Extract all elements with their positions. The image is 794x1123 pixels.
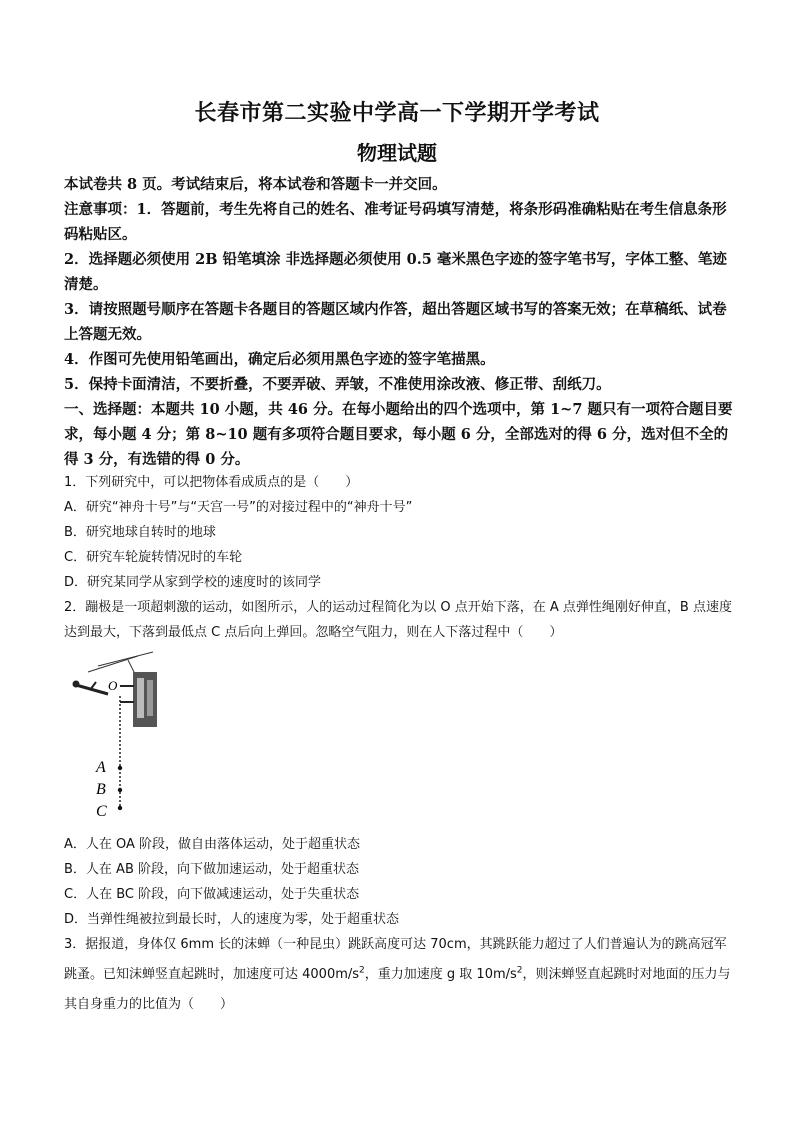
point-b-dot bbox=[118, 788, 122, 792]
question-3 bbox=[64, 930, 734, 1020]
instruction-line: 3．请按照题号顺序在答题卡各题目的答题区域内作答，超出答题区域书写的答案无效；在草稿纸、试卷上答题无效。 bbox=[64, 301, 727, 343]
question-2-options bbox=[64, 832, 734, 932]
point-c-dot bbox=[118, 806, 122, 810]
option-c: C．人在 BC 阶段，向下做减速运动，处于失重状态 bbox=[64, 887, 360, 902]
section-heading: 一、选择题：本题共 10 小题，共 46 分。在每小题给出的四个选项中，第 1~7 题只有一项符合题目要求，每小题 4 分；第 8~10 题有多项符合题目要求，每小题 6 分，全部选对的得 6 分，选对但不全的得 3 分，有选错的得 0 分。 bbox=[64, 401, 733, 468]
option-a: A．人在 OA 阶段，做自由落体运动，处于超重状态 bbox=[64, 837, 361, 852]
option-b: B．人在 AB 阶段，向下做加速运动，处于超重状态 bbox=[64, 862, 359, 877]
option-d: D．当弹性绳被拉到最长时，人的速度为零，处于超重状态 bbox=[64, 912, 400, 927]
instructions-block bbox=[64, 172, 734, 472]
point-label-o: O bbox=[108, 678, 118, 693]
exam-title: 长春市第二实验中学高一下学期开学考试 bbox=[194, 100, 600, 126]
stem-text: 3．据报道，身体仅 6mm 长的沫蝉（一种昆虫）跳跃高度可达 70cm，其跳跃能力超过了人们普遍认为的跳高冠军跳蚤。已知沫蝉竖直起跳时，加速度可达 4000m/s bbox=[64, 937, 727, 982]
stem-text: ，则沫蝉竖直起跳时对地面的压力与其自身重力的比值为（ ） bbox=[64, 967, 731, 1012]
instruction-line: 本试卷共 8 页。考试结束后，将本试卷和答题卡一并交回。 bbox=[64, 176, 447, 193]
instruction-line: 2．选择题必须使用 2B 铅笔填涂 非选择题必须使用 0.5 毫米黑色字迹的签字笔书写，字体工整、笔迹清楚。 bbox=[64, 251, 727, 293]
instruction-line: 5．保持卡面清洁，不要折叠，不要弄破、弄皱，不准使用涂改液、修正带、刮纸刀。 bbox=[64, 376, 611, 393]
option-a: A．研究“神舟十号”与“天宫一号”的对接过程中的“神舟十号” bbox=[64, 500, 413, 515]
question-stem: 1．下列研究中，可以把物体看成质点的是（ ） bbox=[64, 475, 359, 490]
platform-structure bbox=[88, 652, 157, 727]
point-label-c: C bbox=[96, 803, 107, 820]
point-label-b: B bbox=[96, 781, 106, 798]
exponent: 2 bbox=[516, 965, 523, 976]
exponent: 2 bbox=[359, 965, 365, 976]
question-1 bbox=[64, 470, 734, 595]
option-d: D．研究某同学从家到学校的速度时的该同学 bbox=[64, 575, 322, 590]
option-b: B．研究地球自转时的地球 bbox=[64, 525, 216, 540]
point-a-dot bbox=[118, 766, 122, 770]
stem-text: ，重力加速度 g 取 10m/s bbox=[364, 967, 517, 982]
option-c: C．研究车轮旋转情况时的车轮 bbox=[64, 550, 243, 565]
point-label-a: A bbox=[96, 759, 106, 776]
question-stem bbox=[64, 930, 734, 1020]
exam-subtitle: 物理试题 bbox=[357, 141, 437, 165]
instruction-line: 注意事项：1．答题前，考生先将自己的姓名、准考证号码填写清楚，将条形码准确粘贴在考生信息条形码粘贴区。 bbox=[64, 201, 727, 243]
instruction-line: 4．作图可先使用铅笔画出，确定后必须用黑色字迹的签字笔描黑。 bbox=[64, 351, 495, 368]
bungee-figure bbox=[68, 650, 178, 825]
jumper-person bbox=[73, 681, 109, 695]
question-2-stem bbox=[64, 595, 734, 645]
question-stem: 2．蹦极是一项超刺激的运动，如图所示，人的运动过程简化为以 O 点开始下落，在 A 点弹性绳刚好伸直，B 点速度达到最大，下落到最低点 C 点后向上弹回。忽略空气阻力，则在人下落过程中（ ） bbox=[64, 600, 732, 640]
